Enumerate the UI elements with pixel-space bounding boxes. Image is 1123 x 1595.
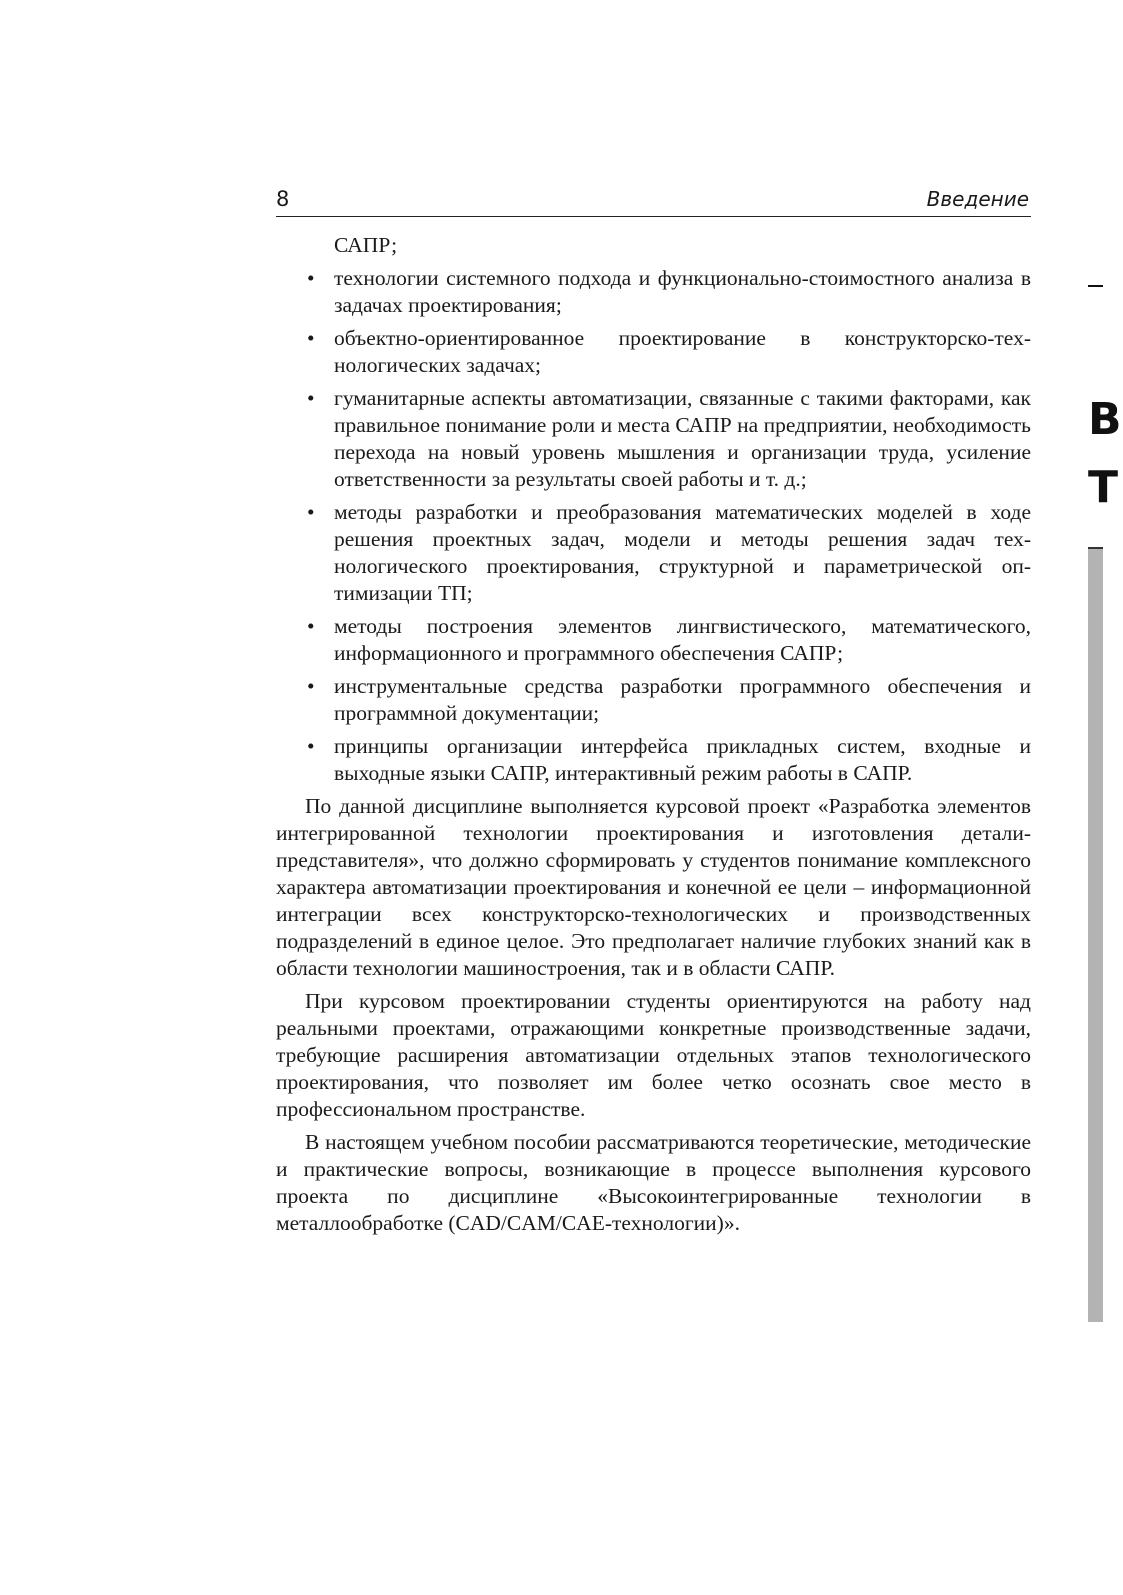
list-item: [276, 385, 1031, 493]
page-number: 8: [276, 187, 290, 211]
list-item: [276, 325, 1031, 379]
adjacent-page-letter: В: [1088, 394, 1122, 445]
list-item-text: методы построения элементов лингвистического, математического, информационного и программного обеспечения САПР;: [334, 614, 1031, 665]
list-item: [276, 733, 1031, 787]
list-item: [276, 613, 1031, 667]
paragraph-textbook-scope: В настоящем учебном пособии рассматриваются теоретические, методические и практические вопросы, возникающие в процессе выполнения курсового проекта по дисциплине «Высокоинтегрированные технологии в металлообработке (CAD/CAM/CAE-технологии)».: [276, 1130, 1031, 1235]
adjacent-page-thumb-tab: [1088, 547, 1103, 1322]
page-header: [276, 186, 1031, 217]
bullet-icon: •: [307, 674, 315, 698]
page-body: [276, 232, 1031, 1237]
adjacent-page-letter: Т: [1088, 462, 1119, 513]
list-item-text: методы разработки и преобразования математических моделей в ходе решения проектных задач, модели и методы решения задач технологического проектирования, структурной и параметрической оптимизации ТП;: [334, 500, 1031, 605]
continued-line: САПР;: [334, 233, 398, 257]
list-item: [276, 265, 1031, 319]
list-item-text: гуманитарные аспекты автоматизации, связанные с такими факторами, как правильное понимание роли и места САПР на предприятии, необходимость перехода на новый уровень мышления и организации труда, усиление ответственности за результаты своей работы и т. д.;: [334, 386, 1031, 491]
bullet-list: [276, 265, 1031, 787]
list-item-text: объектно-ориентированное проектирование в конструкторско-технологических задачах;: [334, 326, 1031, 377]
bullet-icon: •: [307, 614, 315, 638]
bullet-icon: •: [307, 734, 315, 758]
bullet-icon: •: [307, 266, 315, 290]
bullet-icon: •: [307, 500, 315, 524]
bullet-icon: •: [307, 326, 315, 350]
adjacent-page-rule: [1088, 285, 1103, 287]
paragraph-course-project: По данной дисциплине выполняется курсовой проект «Разработка элементов интегрированной технологии проектирования и изготовления детали-представителя», что должно сформировать у студентов понимание комплексного характера автоматизации проектирования и конечной ее цели – информационной интеграции всех конструкторско-технологических и производственных подразделений в единое целое. Это предполагает наличие глубоких знаний как в области технологии машиностроения, так и в области САПР.: [276, 794, 1031, 980]
paragraph-course-design: При курсовом проектировании студенты ориентируются на работу над реальными проектами, отражающими конкретные производственные задачи, требующие расширения автоматизации отдельных этапов технологического проектирования, что позволяет им более четко осознать свое место в профессиональном пространстве.: [276, 989, 1031, 1121]
list-item-text: технологии системного подхода и функционально-стоимостного анализа в задачах проектирования;: [334, 266, 1031, 317]
running-head: Введение: [926, 187, 1029, 211]
list-item-text: принципы организации интерфейса прикладных систем, входные и выходные языки САПР, интерактивный режим работы в САПР.: [334, 734, 1031, 785]
bullet-icon: •: [307, 386, 315, 410]
list-item: [276, 673, 1031, 727]
list-item: [276, 499, 1031, 607]
list-item-text: инструментальные средства разработки программного обеспечения и программной документации;: [334, 674, 1031, 725]
